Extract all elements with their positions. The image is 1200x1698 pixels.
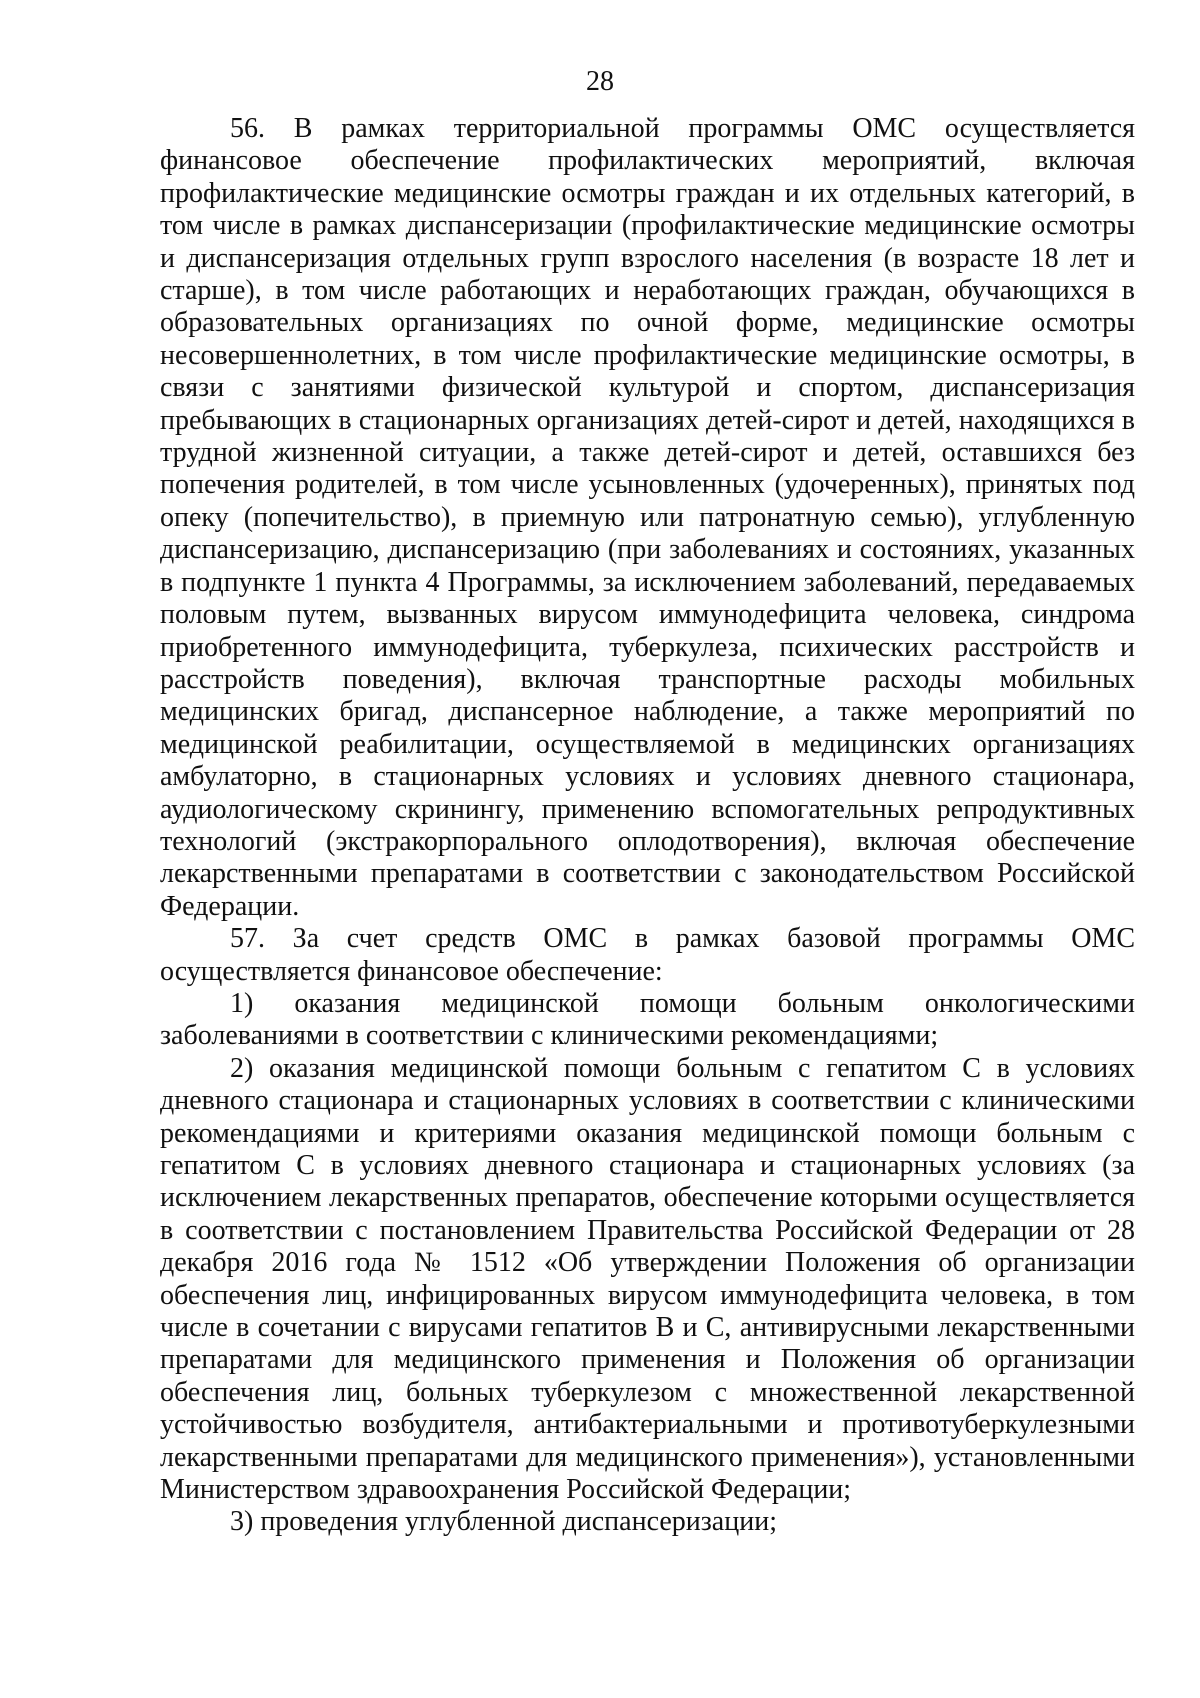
paragraph-56: 56. В рамках территориальной программы ОМС осуществляется финансовое обеспечение профилактических мероприятий, включая профилактические медицинские осмотры граждан и их отдельных категорий, в том числе в рамках диспансеризации (профилактические медицинские осмотры и диспансеризация отдельных групп взрослого населения (в возрасте 18 лет и старше), в том числе работающих и неработающих граждан, обучающихся в образовательных организациях по очной форме, медицинские осмотры несовершеннолетних, в том числе профилактические медицинские осмотры, в связи с занятиями физической культурой и спортом, диспансеризация пребывающих в стационарных организациях детей-сирот и детей, находящихся в трудной жизненной ситуации, а также детей-сирот и детей, оставшихся без попечения родителей, в том числе усыновленных (удочеренных), принятых под опеку (попечительство), в приемную или патронатную семью), углубленную диспансеризацию, диспансеризацию (при заболеваниях и состояниях, указанных в подпункте 1 пункта 4 Программы, за исключением заболеваний, передаваемых половым путем, вызванных вирусом иммунодефицита человека, синдрома приобретенного иммунодефицита, туберкулеза, психических расстройств и расстройств поведения), включая транспортные расходы мобильных медицинских бригад, диспансерное наблюдение, а также мероприятий по медицинской реабилитации, осуществляемой в медицинских организациях амбулаторно, в стационарных условиях и условиях дневного стационара, аудиологическому скринингу, применению вспомогательных репродуктивных технологий (экстракорпорального оплодотворения), включая обеспечение лекарственными препаратами в соответствии с законодательством Российской Федерации.	[160, 113, 1135, 922]
list-item-3: 3) проведения углубленной диспансеризации;	[230, 1506, 777, 1538]
paragraph-57: 57. За счет средств ОМС в рамках базовой программы ОМС осуществляется финансовое обеспечение:	[160, 923, 1135, 987]
document-body	[160, 113, 1135, 1539]
page-number: 28	[586, 66, 614, 97]
list-item-2: 2) оказания медицинской помощи больным с гепатитом С в условиях дневного стационара и стационарных условиях в соответствии с клиническими рекомендациями и критериями оказания медицинской помощи больным с гепатитом С в условиях дневного стационара и стационарных условиях (за исключением лекарственных препаратов, обеспечение которыми осуществляется в соответствии с постановлением Правительства Российской Федерации от 28 декабря 2016 года № 1512 «Об утверждении Положения об организации обеспечения лиц, инфицированных вирусом иммунодефицита человека, в том числе в сочетании с вирусами гепатитов В и С, антивирусными лекарственными препаратами для медицинского применения и Положения об организации обеспечения лиц, больных туберкулезом с множественной лекарственной устойчивостью возбудителя, антибактериальными и противотуберкулезными лекарственными препаратами для медицинского применения»), установленными Министерством здравоохранения Российской Федерации;	[160, 1052, 1135, 1506]
list-item-1: 1) оказания медицинской помощи больным онкологическими заболеваниями в соответствии с клиническими рекомендациями;	[160, 987, 1135, 1052]
